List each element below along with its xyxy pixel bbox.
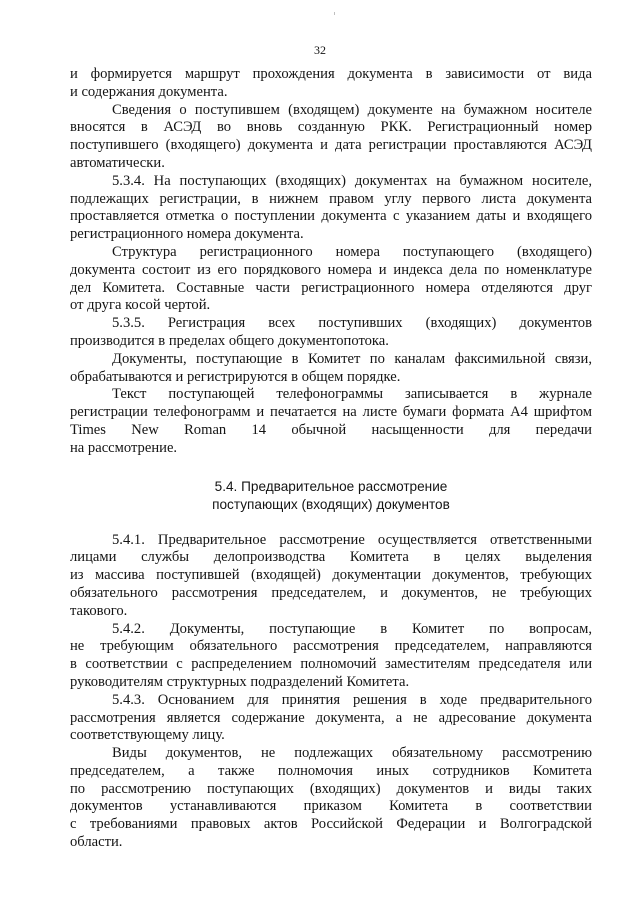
- paragraph-line: дел Комитета. Составные части регистрационного номера отделяются друг: [70, 279, 592, 296]
- paragraph-line: 5.4.2. Документы, поступающие в Комитет по вопросам,: [112, 620, 592, 637]
- paragraph-line: Виды документов, не подлежащих обязательному рассмотрению: [112, 745, 592, 762]
- paragraph: [70, 386, 592, 457]
- paragraph-line: рассмотрения является содержание документа, а не адресование документа: [70, 709, 592, 726]
- paragraph-group-5-4: [70, 532, 592, 852]
- paragraph: [70, 621, 592, 692]
- page-number: 32: [314, 43, 326, 57]
- paragraph-line: и формируется маршрут прохождения документа в зависимости от вида: [70, 66, 592, 82]
- paragraph-line: Структура регистрационного номера поступающего (входящего): [112, 243, 592, 260]
- paragraph-group-5-3: [70, 66, 592, 458]
- paragraph-line: документа состоит из его порядкового номера и индекса дела по номенклатуре: [70, 261, 592, 278]
- paragraph-line: 5.3.5. Регистрация всех поступивших (входящих) документов: [112, 315, 592, 332]
- paragraph-line: производится в пределах общего документопотока.: [70, 332, 389, 349]
- paragraph-line: 5.4.1. Предварительное рассмотрение осуществляется ответственными: [112, 531, 592, 548]
- paragraph-line: Times New Roman 14 обычной насыщенности для передачи: [70, 421, 592, 438]
- paragraph: [70, 351, 592, 387]
- paragraph-line: 5.3.4. На поступающих (входящих) документах на бумажном носителе,: [112, 172, 592, 189]
- paragraph-line: документов устанавливаются приказом Комитета в соответствии: [70, 798, 592, 815]
- paragraph: [70, 315, 592, 351]
- paragraph-line: обязательного рассмотрения председателем, и документов, не требующих: [70, 584, 592, 601]
- paragraph-line: такового.: [70, 602, 128, 619]
- section-heading-line-2: поступающих (входящих) документов: [212, 496, 450, 512]
- paragraph: [70, 66, 592, 102]
- paragraph: [70, 244, 592, 315]
- paragraph-line: Текст поступающей телефонограммы записывается в журнале: [112, 386, 592, 403]
- paragraph-line: и содержания документа.: [70, 83, 228, 100]
- scan-mark: [334, 12, 335, 15]
- paragraph: [70, 692, 592, 745]
- paragraph-line: вносятся в АСЭД во вновь созданную РКК. Регистрационный номер: [70, 119, 592, 136]
- paragraph-line: 5.4.3. Основанием для принятия решения в ходе предварительного: [112, 691, 592, 708]
- paragraph-line: с требованиями правовых актов Российской Федерации и Волгоградской: [70, 816, 592, 833]
- paragraph-line: руководителям структурных подразделений Комитета.: [70, 673, 410, 690]
- paragraph-line: не требующим обязательного рассмотрения председателем, направляются: [70, 638, 592, 655]
- paragraph-line: области.: [70, 834, 123, 851]
- paragraph-line: в соответствии с распределением полномочий заместителям председателя или: [70, 656, 592, 673]
- paragraph-line: регистрации телефонограмм и печатается на листе бумаги формата А4 шрифтом: [70, 404, 592, 421]
- paragraph: [70, 102, 592, 173]
- paragraph-line: Документы, поступающие в Комитет по каналам факсимильной связи,: [112, 350, 592, 367]
- paragraph: [70, 532, 592, 621]
- paragraph-line: обрабатываются и регистрируются в общем порядке.: [70, 368, 401, 385]
- paragraph-line: поступившего (входящего) документа и дата регистрации проставляются АСЭД: [70, 137, 592, 154]
- section-heading: [70, 478, 592, 514]
- paragraph-line: автоматически.: [70, 154, 165, 171]
- paragraph-line: Сведения о поступившем (входящем) документе на бумажном носителе: [112, 101, 592, 118]
- section-heading-line-1: 5.4. Предварительное рассмотрение: [214, 478, 448, 494]
- paragraph-line: проставляется отметка о поступлении документа с указанием даты и входящего: [70, 208, 592, 225]
- paragraph-line: на рассмотрение.: [70, 439, 178, 456]
- paragraph: [70, 745, 592, 852]
- paragraph-line: регистрационного номера документа.: [70, 226, 304, 243]
- paragraph-line: лицами службы делопроизводства Комитета в целях выделения: [70, 549, 592, 566]
- paragraph-line: от друга косой чертой.: [70, 297, 211, 314]
- paragraph: [70, 173, 592, 244]
- paragraph-line: соответствующему лицу.: [70, 727, 225, 744]
- document-body: [70, 66, 592, 852]
- paragraph-line: председателем, а также полномочия иных сотрудников Комитета: [70, 762, 592, 779]
- paragraph-line: по рассмотрению поступающих (входящих) документов и виды таких: [70, 780, 592, 797]
- paragraph-line: из массива поступившей (входящей) документации документов, требующих: [70, 567, 592, 584]
- paragraph-line: подлежащих регистрации, в нижнем правом углу первого листа документа: [70, 190, 592, 207]
